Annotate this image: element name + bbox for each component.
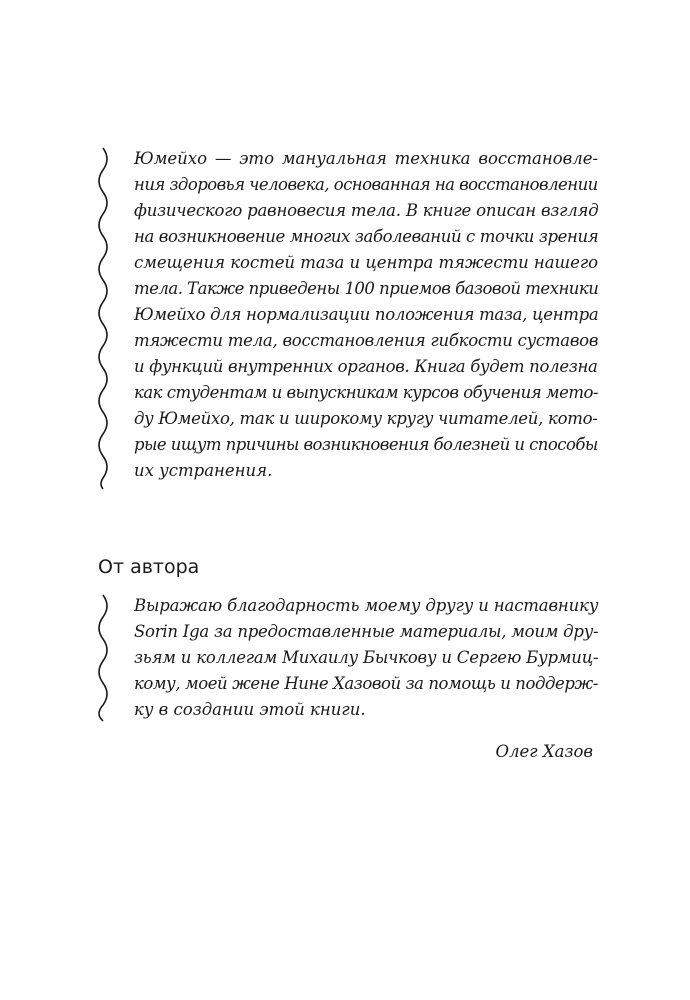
acknowledgement-line: зьям и коллегам Михаилу Бычкову и Сергею Бурмиц- (134, 648, 599, 667)
author-signature: Олег Хазов (495, 742, 593, 761)
abstract-line: ду Юмейхо, так и широкому кругу читателей, кото- (134, 409, 598, 428)
abstract-line: смещения костей таза и центра тяжести нашего (134, 253, 599, 272)
abstract-block (98, 146, 598, 491)
abstract-line: их устранения. (134, 461, 273, 480)
abstract-line: и функций внутренних органов. Книга будет полезна (134, 357, 598, 376)
section-heading: От автора (98, 556, 200, 578)
abstract-line: тела. Также приведены 100 приемов базовой техники (134, 279, 599, 298)
abstract-line: как студентам и выпускникам курсов обучения мето- (134, 383, 598, 402)
wavy-line-icon (98, 593, 112, 723)
abstract-line: Юмейхо — это мануальная техника восстановле- (134, 149, 599, 168)
acknowledgement-line: ку в создании этой книги. (134, 700, 366, 719)
abstract-text (134, 146, 598, 484)
abstract-line: Юмейхо для нормализации положения таза, центра (134, 305, 599, 324)
abstract-line: физического равновесия тела. В книге описан взгляд (134, 201, 599, 220)
abstract-line: рые ищут причины возникновения болезней и способы (134, 435, 598, 454)
abstract-line: на возникновение многих заболеваний с точки зрения (134, 227, 599, 246)
acknowledgement-line: Sorin Iga за предоставленные материалы, моим дру- (134, 622, 599, 641)
acknowledgement-line: кому, моей жене Нине Хазовой за помощь и поддерж- (134, 674, 599, 693)
acknowledgement-text (134, 593, 598, 723)
wavy-line-icon (98, 146, 112, 491)
abstract-line: ния здоровья человека, основанная на восстановлении (134, 175, 598, 194)
acknowledgement-block (98, 593, 598, 723)
acknowledgement-line: Выражаю благодарность моему другу и наставнику (134, 596, 599, 615)
abstract-line: тяжести тела, восстановления гибкости суставов (134, 331, 599, 350)
